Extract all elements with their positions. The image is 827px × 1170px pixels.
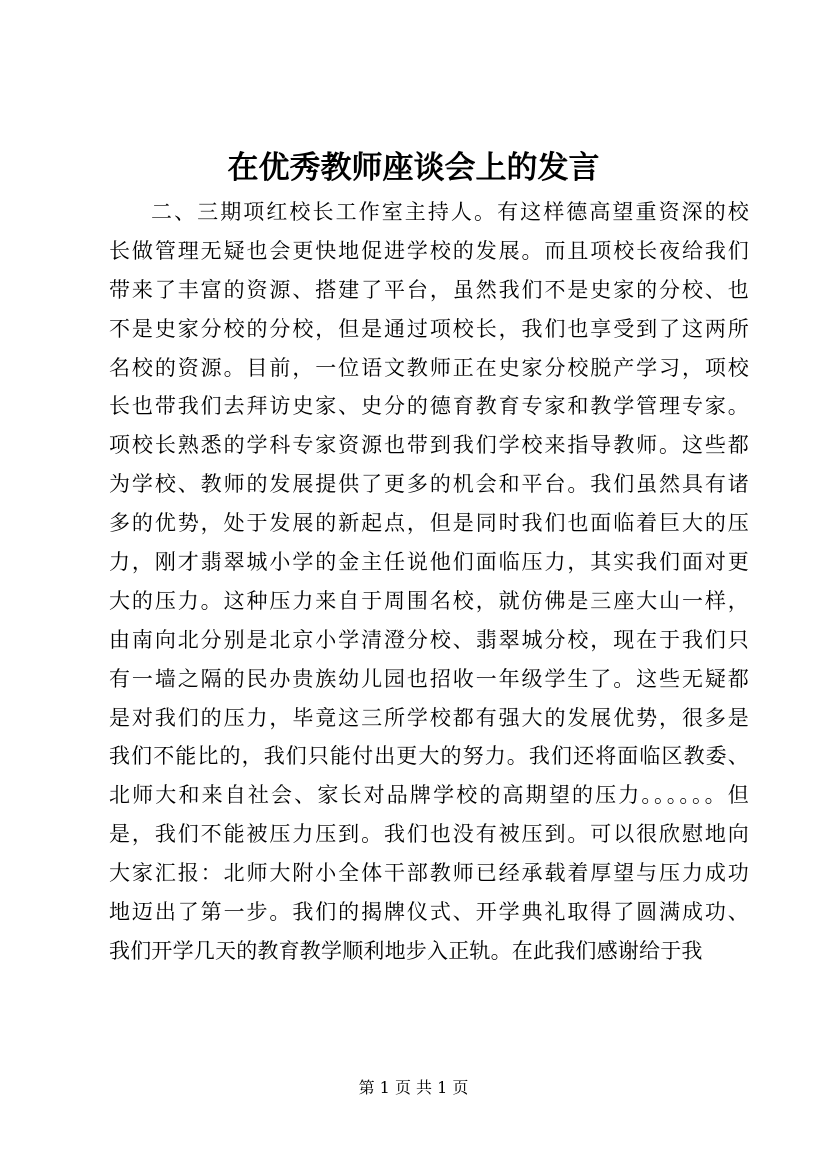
body-line: 多的优势，处于发展的新起点，但是同时我们也面临着巨大的压 bbox=[109, 511, 749, 536]
body-line: 地迈出了第一步。我们的揭牌仪式、开学典礼取得了圆满成功、 bbox=[109, 900, 749, 925]
body-line: 我们开学几天的教育教学顺利地步入正轨。在此我们感谢给于我 bbox=[109, 938, 703, 963]
body-line: 带来了丰富的资源、搭建了平台，虽然我们不是史家的分校、也 bbox=[109, 277, 749, 302]
body-line: 长也带我们去拜访史家、史分的德育教育专家和教学管理专家。 bbox=[109, 394, 749, 419]
body-line: 是对我们的压力，毕竟这三所学校都有强大的发展优势，很多是 bbox=[109, 705, 749, 730]
body-line: 力，刚才翡翠城小学的金主任说他们面临压力，其实我们面对更 bbox=[109, 550, 749, 575]
body-line: 不是史家分校的分校，但是通过项校长，我们也享受到了这两所 bbox=[109, 316, 749, 341]
body-line: 二、三期项红校长工作室主持人。有这样德高望重资深的校 bbox=[151, 200, 749, 224]
body-line: 是，我们不能被压力压到。我们也没有被压到。可以很欣慰地向 bbox=[109, 822, 749, 847]
body-line: 项校长熟悉的学科专家资源也带到我们学校来指导教师。这些都 bbox=[109, 433, 749, 458]
body-line: 由南向北分别是北京小学清澄分校、翡翠城分校，现在于我们只 bbox=[109, 627, 749, 652]
body-line: 大家汇报：北师大附小全体干部教师已经承载着厚望与压力成功 bbox=[109, 861, 749, 886]
body-line: 我们不能比的，我们只能付出更大的努力。我们还将面临区教委、 bbox=[109, 744, 749, 769]
body-line: 大的压力。这种压力来自于周围名校，就仿佛是三座大山一样， bbox=[109, 588, 749, 613]
body-line: 北师大和来自社会、家长对品牌学校的高期望的压力。。。。。。但 bbox=[109, 783, 749, 808]
page-number-footer: 第 1 页 共 1 页 bbox=[358, 1078, 469, 1097]
body-line: 名校的资源。目前，一位语文教师正在史家分校脱产学习，项校 bbox=[109, 355, 749, 380]
document-title: 在优秀教师座谈会上的发言 bbox=[227, 150, 600, 186]
body-line: 为学校、教师的发展提供了更多的机会和平台。我们虽然具有诸 bbox=[109, 472, 749, 497]
body-line: 有一墙之隔的民办贵族幼儿园也招收一年级学生了。这些无疑都 bbox=[109, 666, 749, 691]
document-body bbox=[109, 193, 749, 971]
body-line: 长做管理无疑也会更快地促进学校的发展。而且项校长夜给我们 bbox=[109, 238, 749, 263]
